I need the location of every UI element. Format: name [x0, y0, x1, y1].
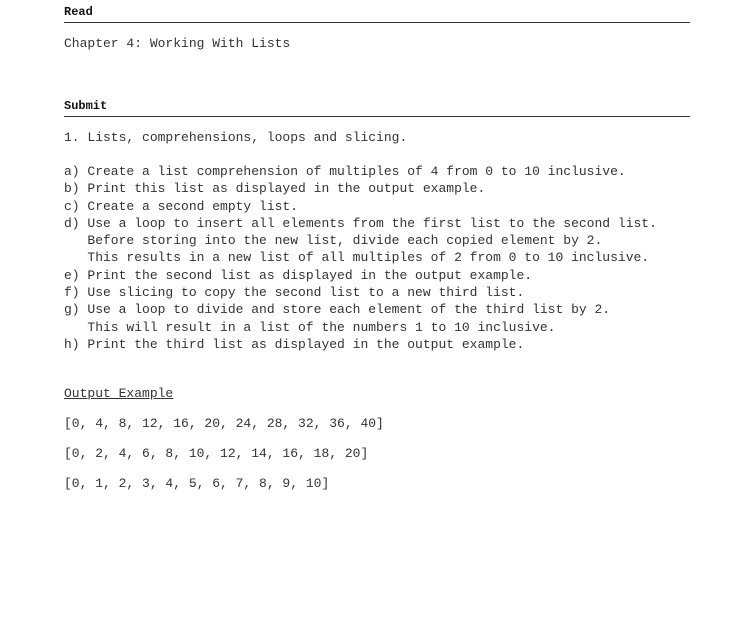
output-line-second-list: [0, 2, 4, 6, 8, 10, 12, 14, 16, 18, 20]: [64, 446, 369, 462]
task-list: [64, 163, 690, 353]
output-example: [64, 416, 690, 492]
task-item-d-continued-1: Before storing into the new list, divide each copied element by 2.: [64, 233, 603, 249]
task-item-f: f) Use slicing to copy the second list to a new third list.: [64, 285, 525, 301]
task-item-a: a) Create a list comprehension of multiples of 4 from 0 to 10 inclusive.: [64, 164, 626, 179]
output-line-third-list: [0, 1, 2, 3, 4, 5, 6, 7, 8, 9, 10]: [64, 476, 330, 492]
output-line-first-list: [0, 4, 8, 12, 16, 20, 24, 28, 32, 36, 40]: [64, 416, 384, 432]
assignment-page: [64, 0, 690, 492]
task-item-d-continued-2: This results in a new list of all multiples of 2 from 0 to 10 inclusive.: [64, 250, 650, 266]
task-item-b: b) Print this list as displayed in the output example.: [64, 181, 486, 197]
read-heading: Read: [64, 5, 690, 23]
output-example-title: Output Example: [64, 386, 174, 402]
task-item-e: e) Print the second list as displayed in the output example.: [64, 267, 533, 283]
task-item-d: d) Use a loop to insert all elements from the first list to the second list.: [64, 215, 657, 231]
question-title: 1. Lists, comprehensions, loops and slicing.: [64, 130, 408, 145]
task-item-c: c) Create a second empty list.: [64, 198, 299, 214]
submit-heading: Submit: [64, 99, 690, 117]
chapter-reference: Chapter 4: Working With Lists: [64, 36, 291, 51]
task-item-h: h) Print the third list as displayed in the output example.: [64, 336, 525, 352]
task-item-g-continued: This will result in a list of the numbers 1 to 10 inclusive.: [64, 319, 556, 335]
task-item-g: g) Use a loop to divide and store each element of the third list by 2.: [64, 302, 611, 318]
